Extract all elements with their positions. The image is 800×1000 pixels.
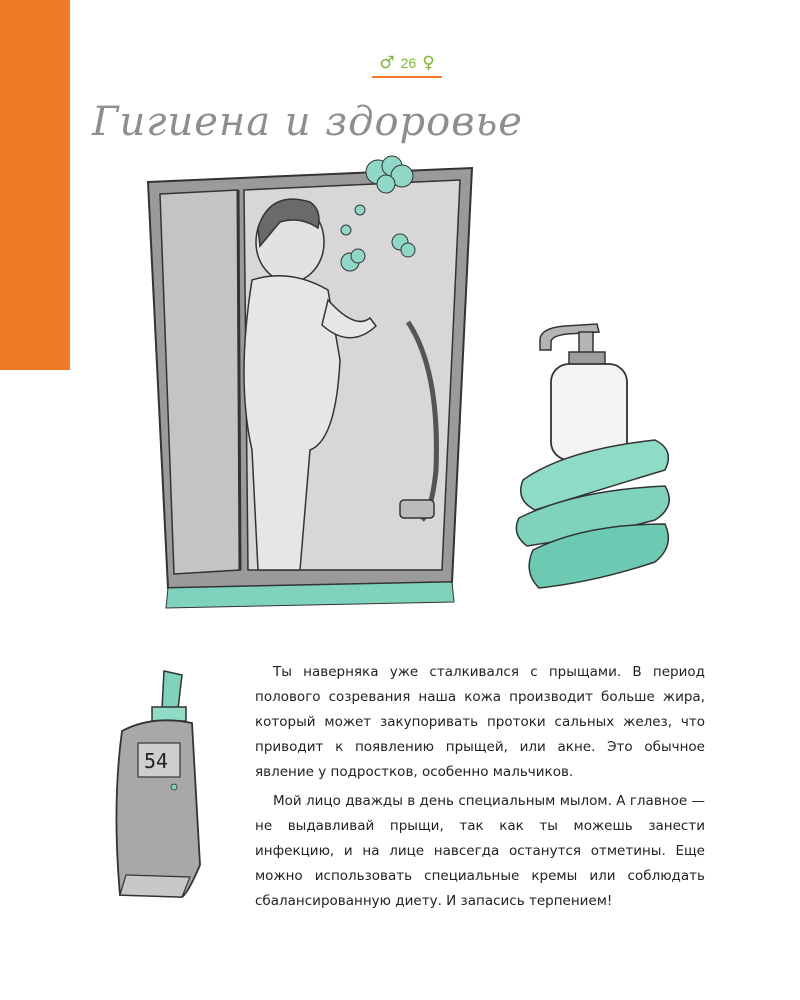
svg-text:54: 54 [144,749,169,773]
female-symbol-icon: ♀ [422,53,435,73]
soap-dispenser-illustration-icon [505,310,680,600]
page-number: 26 [400,55,417,71]
shower-illustration-icon [140,150,480,620]
body-paragraph-1: Ты наверняка уже сталкивался с прыщами. В период полового созревания наша кожа производит больше жира, который может закупоривать протоки сальных желез, что приводит к появлению прыщей, или акне. Это обычное явление у подростков, особенно мальчиков. [255,664,705,780]
chapter-title: Гигиена и здоровье [92,99,523,145]
body-paragraph-2: Мой лицо дважды в день специальным мылом. А главное — не выдавливай прыщи, так как ты можешь занести инфекцию, и на лице навсегда останутся отметины. Еще можно использовать специальные кремы или соблюдать сбалансированную диету. И запасись терпением! [255,793,705,909]
cream-tube-illustration-icon [108,665,213,905]
male-symbol-icon: ♂ [379,53,395,73]
page-number-underline [372,76,442,78]
page-number-header [372,46,442,80]
body-text [255,660,705,920]
orange-side-tab [0,0,70,370]
